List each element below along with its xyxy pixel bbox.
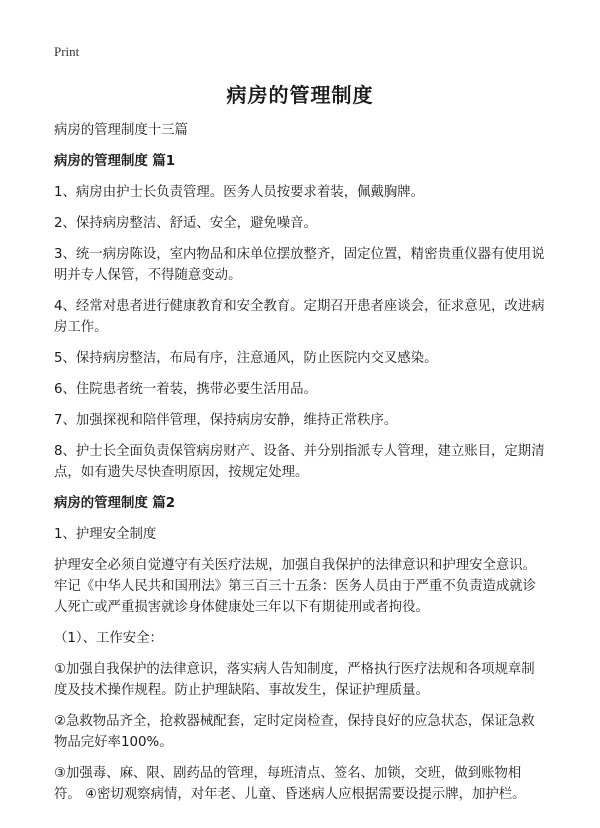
paragraph: （1）、工作安全： (54, 631, 163, 646)
paragraph: 7、加强探视和陪伴管理，保持病房安静，维持正常秩序。 (54, 413, 398, 428)
paragraph: ①加强自我保护的法律意识，落实病人告知制度，严格执行医疗法规和各项规章制度及技术操作规程。防止护理缺陷、事故发生，保证护理质量。 (54, 662, 535, 698)
section-heading-2: 病房的管理制度 篇2 (54, 496, 176, 511)
section-heading-1: 病房的管理制度 篇1 (54, 154, 176, 169)
paragraph: 3、统一病房陈设，室内物品和床单位摆放整齐，固定位置，精密贵重仪器有使用说明并专人保管，不得随意变动。 (54, 247, 545, 283)
paragraph: 4、经常对患者进行健康教育和安全教育。定期召开患者座谈会，征求意见，改进病房工作。 (54, 299, 545, 335)
page-title: 病房的管理制度 (226, 83, 374, 107)
document-subtitle: 病房的管理制度十三篇 (54, 123, 188, 138)
document-body (54, 120, 548, 815)
paragraph: 护理安全必须自觉遵守有关医疗法规，加强自我保护的法律意识和护理安全意识。牢记《中华人民共和国刑法》第三百三十五条：医务人员由于严重不负责造成就诊人死亡或严重损害就诊身体健康处三年以下有期徒刑或者拘役。 (54, 558, 537, 615)
paragraph: ②急救物品齐全，抢救器械配套，定时定岗检查，保持良好的应急状态，保证急救物品完好率100%。 (54, 714, 535, 750)
paragraph: ③加强毒、麻、限、剧药品的管理，每班清点、签名、加锁，交班，做到账物相符。 ④密切观察病情，对年老、儿童、昏迷病人应根据需要设提示牌，加护栏。 (54, 766, 526, 802)
paragraph: 8、护士长全面负责保管病房财产、设备、并分别指派专人管理，建立账目，定期清点，如有遗失尽快查明原因，按规定处理。 (54, 444, 545, 480)
paragraph: 6、住院患者统一着装，携带必要生活用品。 (54, 382, 317, 397)
paragraph: 5、保持病房整洁，布局有序，注意通风，防止医院内交叉感染。 (54, 351, 438, 366)
print-link[interactable]: Print (54, 44, 80, 59)
paragraph: 1、病房由护士长负责管理。医务人员按要求着装，佩戴胸牌。 (54, 185, 425, 200)
paragraph: 2、保持病房整洁、舒适、安全，避免噪音。 (54, 216, 317, 231)
paragraph: 1、护理安全制度 (54, 527, 157, 542)
